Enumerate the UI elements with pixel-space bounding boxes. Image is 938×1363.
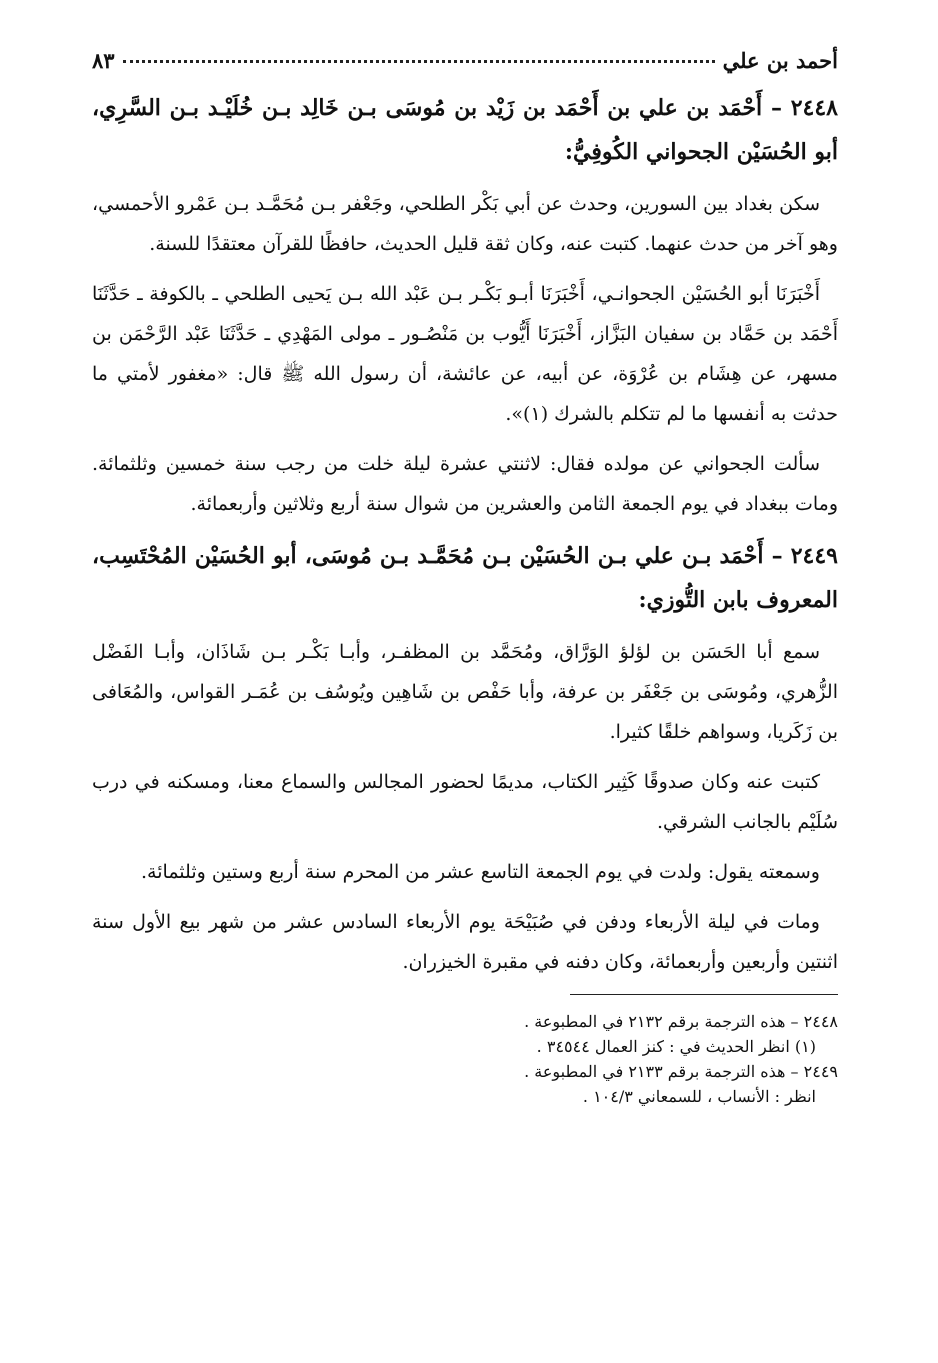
page-number: ٨٣ <box>92 48 115 73</box>
footnote: (١) انظر الحديث في : كنز العمال ٣٤٥٤٤ . <box>536 1037 816 1056</box>
footnote: ٢٤٤٩ – هذه الترجمة برقم ٢١٣٣ في المطبوعة . <box>524 1062 838 1081</box>
running-head-title: أحمد بن علي <box>722 48 838 73</box>
dot-leader <box>123 60 715 63</box>
entry-paragraph: سمع أبا الحَسَن بن لؤلؤ الوَرَّاق، ومُحَمَّد بن المظفـر، وأبـا بَكْـر بـن شَاذَان، وأبـا الفَضْل الزُّهري، ومُوسَى بن جَعْفَر بن عرفة، وأبا حَفْص بن شَاهِين ويُوسُف بن عُمَـر القواس، والمُعَافى بن زَكَريا، وسواهم خلقًا كثيرا. <box>92 641 838 743</box>
entry-paragraph: سكن بغداد بين السورين، وحدث عن أبي بَكْر الطلحي، وجَعْفر بـن مُحَمَّـد بـن عَمْرو الأحمسي، وهو آخر من حدث عنهما. كتبت عنه، وكان ثقة قليل الحديث، حافظًا للقرآن معتقدًا للسنة. <box>92 193 838 255</box>
footnote: انظر : الأنساب ، للسمعاني ١٠٤/٣ . <box>582 1087 816 1106</box>
hadith-paragraph: أَخْبَرَنَا أبو الحُسَيْن الجحوانـي، أَخْبَرَنَا أبـو بَكْـر بـن عَبْد الله بـن يَحيى الطلحي ـ بالكوفة ـ حَدَّثَنَا أَحْمَد بن حَمَّاد بن سفيان البَزَّاز، أَخْبَرَنَا أَيُّوب بن مَنْصُـور ـ مولى المَهْدِي ـ حَدَّثَنَا عَبْد الرَّحْمَن بن مسهر، عن هِشَام بن عُرْوَة، عن أبيه، عن عائشة، أن رسول الله ﷺ قال: «مغفور لأمتي ما حدثت به أنفسها ما لم تتكلم بالشرك (١)». <box>92 283 838 425</box>
footnote-separator <box>570 994 838 995</box>
entry-paragraph: سألت الجحواني عن مولده فقال: لاثنتي عشرة ليلة خلت من رجب سنة خمسين وثلثمائة. ومات ببغداد في يوم الجمعة الثامن والعشرين من شوال سنة أربع وثلاثين وأربعمائة. <box>92 453 838 515</box>
entry-heading: ٢٤٤٩ – أَحْمَد بـن علي بـن الحُسَيْن بـن مُحَمَّـد بـن مُوسَى، أبو الحُسَيْن المُحْتَسِب، المعروف بابن التُّوزي: <box>92 543 838 613</box>
entry-paragraph: ومات في ليلة الأربعاء ودفن في صُبَيْحَة يوم الأربعاء السادس عشر من شهر بيع الأول سنة اثنتين وأربعين وأربعمائة، وكان دفنه في مقبرة الخيزران. <box>92 911 838 973</box>
running-head <box>92 48 838 86</box>
footnote: ٢٤٤٨ – هذه الترجمة برقم ٢١٣٢ في المطبوعة . <box>524 1012 838 1031</box>
entry-paragraph: وسمعته يقول: ولدت في يوم الجمعة التاسع عشر من المحرم سنة أربع وستين وثلثمائة. <box>141 861 820 883</box>
biography-entry-2449 <box>92 534 838 982</box>
book-page <box>92 48 838 1109</box>
entry-paragraph: كتبت عنه وكان صدوقًا كَثِير الكتاب، مديمًا لحضور المجالس والسماع معنا، ومسكنه في درب سُلَيْم بالجانب الشرقي. <box>92 771 838 833</box>
biography-entry-2448 <box>92 86 838 524</box>
footnotes <box>92 1009 838 1109</box>
entry-heading: ٢٤٤٨ – أَحْمَد بن علي بن أَحْمَد بن زَيْد بن مُوسَى بـن خَالِد بـن خُلَيْـد بـن السَّرِي، أبو الحُسَيْن الجحواني الكُوفِيُّ: <box>92 95 838 165</box>
